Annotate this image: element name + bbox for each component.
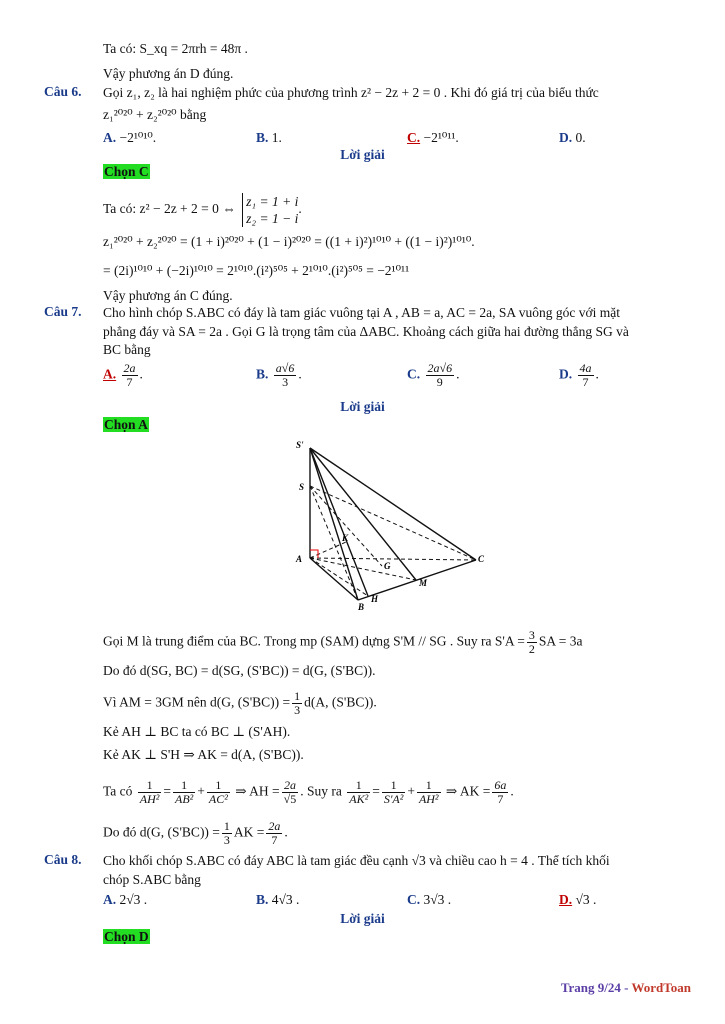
- solution-line: Vì AM = 3GM nên d(G, (S'BC)) = $\frac{1}{3}$ d(A, (S'BC)).: [103, 689, 377, 717]
- option-b: B. 1.: [256, 130, 282, 145]
- solution-title: Lời giải: [340, 911, 385, 926]
- label-m: M: [419, 578, 428, 588]
- option-d: D. √3 .: [559, 892, 597, 907]
- answer-choice: Chọn D: [104, 929, 149, 944]
- edge-s-b: [310, 486, 358, 600]
- solution-title: Lời giải: [340, 399, 385, 414]
- label-g: G: [384, 561, 391, 571]
- option-c: C. 3√3 .: [407, 892, 452, 907]
- question-stem: chóp S.ABC bằng: [103, 872, 201, 887]
- label-h: H: [371, 594, 379, 604]
- question-stem: z₁²⁰²⁰ + z₂²⁰²⁰ bằng: [103, 107, 207, 122]
- page-footer: Trang 9/24 - WordToan: [560, 980, 691, 995]
- question-label: Câu 8.: [44, 852, 82, 867]
- label-c: C: [478, 554, 485, 564]
- solution-line: z₁²⁰²⁰ + z₂²⁰²⁰ = (1 + i)²⁰²⁰ + (1 − i)²⁰²⁰ = ((1 + i)²)¹⁰¹⁰ + ((1 − i)²)¹⁰¹⁰.: [103, 234, 475, 249]
- option-b: B. 4√3 .: [256, 892, 300, 907]
- question-stem: Cho khối chóp S.ABC có đáy ABC là tam giác đều cạnh √3 và chiều cao h = 4 . Thể tích khối: [103, 853, 610, 868]
- solution-line: Do đó d(SG, BC) = d(SG, (S'BC)) = d(G, (S'BC)).: [103, 663, 376, 678]
- question-label: Câu 7.: [44, 304, 82, 319]
- option-c: C. −2¹⁰¹¹.: [407, 130, 459, 145]
- answer-choice: Chọn C: [104, 164, 149, 179]
- option-a: A. 2√3 .: [103, 892, 148, 907]
- solution-line: Kẻ AK ⊥ S'H ⇒ AK = d(A, (S'BC)).: [103, 747, 304, 762]
- right-angle-mark: [310, 550, 318, 558]
- question-stem: Cho hình chóp S.ABC có đáy là tam giác vuông tại A , AB = a, AC = 2a, SA vuông góc với mặt: [103, 305, 620, 320]
- label-sp: S': [296, 440, 304, 450]
- edge-sp-h: [310, 448, 368, 596]
- edge-s-c: [310, 486, 476, 560]
- option-c: C. $\frac{2a√6}{9}$ .: [407, 361, 460, 389]
- edge-sp-b: [310, 448, 358, 600]
- option-b: B. $\frac{a√6}{3}$ .: [256, 361, 302, 389]
- text-line: Vậy phương án D đúng.: [103, 66, 234, 81]
- pyramid-figure: [290, 438, 490, 613]
- option-a: A. −2¹⁰¹⁰.: [103, 130, 157, 145]
- solution-title: Lời giải: [340, 147, 385, 162]
- label-a: A: [296, 554, 303, 564]
- solution-line: Ta có $\frac{1}{\text{AH²}}$ = $\frac{1}{\text{AB²}}$ + $\frac{1}{\text{AC²}}$ ⇒ AH = $\frac{2a}{√5}$ . Suy ra $\frac{1}{\text{AK²}}$ = $\frac{1}{\text{S'A²}}$ + $\frac{1}{\text{AH²}}$ ⇒ AK = $\frac{6a}{7}$ .: [103, 778, 514, 806]
- label-k: K: [342, 533, 349, 543]
- label-b: B: [358, 602, 365, 612]
- question-stem: Gọi z₁, z₂ là hai nghiệm phức của phương trình z² − 2z + 2 = 0 . Khi đó giá trị của biểu thức: [103, 85, 599, 100]
- edge-sp-m: [310, 448, 416, 580]
- option-d: D. $\frac{4a}{7}$ .: [559, 361, 599, 389]
- edge-sp-c: [310, 448, 476, 560]
- option-a: A. $\frac{2a}{7}$ .: [103, 361, 143, 389]
- label-s: S: [299, 482, 305, 492]
- question-label: Câu 6.: [44, 84, 82, 99]
- answer-choice: Chọn A: [104, 417, 148, 432]
- edge-s-g: [310, 486, 382, 566]
- solution-line: = (2i)¹⁰¹⁰ + (−2i)¹⁰¹⁰ = 2¹⁰¹⁰.(i²)⁵⁰⁵ + 2¹⁰¹⁰.(i²)⁵⁰⁵ = −2¹⁰¹¹: [103, 263, 410, 278]
- edge-a-c: [310, 558, 476, 560]
- question-stem: BC bằng: [103, 342, 151, 357]
- solution-line: Kẻ AH ⊥ BC ta có BC ⊥ (S'AH).: [103, 724, 291, 739]
- solution-line: Do đó d(G, (S'BC)) = $\frac{1}{3}$ AK = $\frac{2a}{7}$ .: [103, 819, 288, 847]
- question-stem: phẳng đáy và SA = 2a . Gọi G là trọng tâm của ΔABC. Khoảng cách giữa hai đường thẳng SG và: [103, 324, 629, 339]
- text-line: Ta có: S_xq = 2πrh = 48π .: [103, 41, 248, 56]
- solution-line: Ta có: z² − 2z + 2 = 0 ⇔ z₁ = 1 + i z₂ = 1 − i .: [103, 194, 302, 226]
- solution-line: Gọi M là trung điểm của BC. Trong mp (SAM) dựng S'M // SG . Suy ra S'A = $\frac{3}{2}$ SA = 3a: [103, 628, 583, 656]
- option-d: D. 0.: [559, 130, 586, 145]
- solution-line: Vậy phương án C đúng.: [103, 288, 233, 303]
